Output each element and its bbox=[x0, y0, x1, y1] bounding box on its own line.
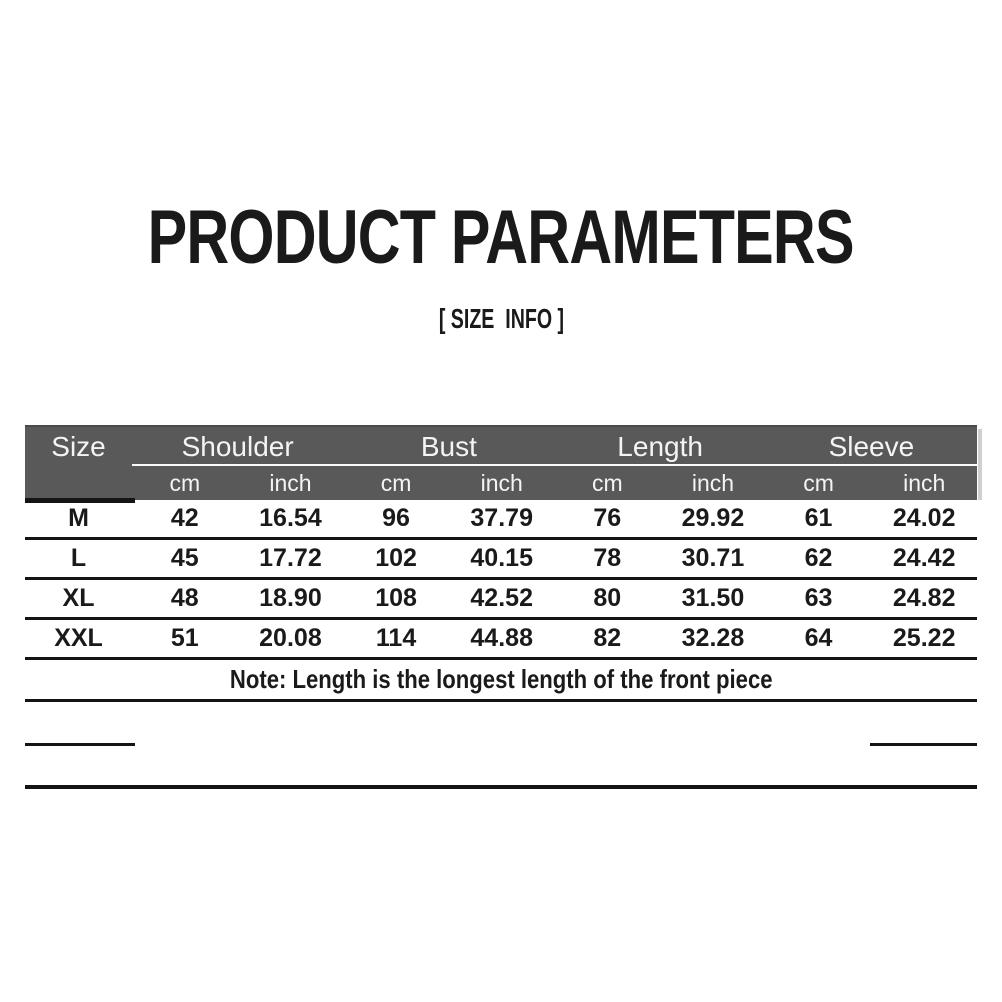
unit-header-cell: inch bbox=[269, 469, 312, 496]
table-cell: 40.15 bbox=[470, 544, 533, 572]
table-cell: 48 bbox=[170, 584, 199, 612]
table-row-l bbox=[25, 540, 977, 580]
table-cell: 32.28 bbox=[681, 624, 745, 652]
note-row bbox=[25, 660, 977, 702]
page-title-text: PRODUCT PARAMETERS bbox=[147, 195, 855, 280]
table-cell: 80 bbox=[593, 584, 622, 612]
table-cell: 61 bbox=[804, 504, 833, 532]
table-cell: 29.92 bbox=[681, 504, 745, 532]
size-cell: M bbox=[68, 504, 89, 532]
table-cell: 82 bbox=[593, 624, 622, 652]
table-cell: 44.88 bbox=[470, 624, 533, 652]
table-cell: 18.90 bbox=[259, 584, 322, 612]
note-text: Note: Length is the longest length of the front piece bbox=[229, 664, 773, 694]
table-cell: 51 bbox=[170, 624, 199, 652]
table-cell: 108 bbox=[375, 584, 417, 612]
table-cell: 102 bbox=[375, 544, 417, 572]
bottom-rule bbox=[25, 785, 977, 789]
table-cell: 96 bbox=[382, 504, 410, 532]
unit-header-cell: inch bbox=[903, 469, 946, 496]
table-cell: 37.79 bbox=[470, 504, 533, 532]
unit-header-cell: inch bbox=[691, 469, 735, 496]
table-cell: 17.72 bbox=[259, 544, 322, 572]
table-cell: 20.08 bbox=[259, 624, 322, 652]
table-cell: 31.50 bbox=[681, 584, 745, 612]
table-cell: 24.82 bbox=[892, 584, 956, 612]
unit-header-row bbox=[25, 466, 977, 500]
table-cell: 62 bbox=[804, 544, 833, 572]
table-cell: 42 bbox=[170, 504, 199, 532]
table-cell: 78 bbox=[593, 544, 622, 572]
page-title bbox=[0, 195, 1002, 280]
col-group-shoulder: Shoulder bbox=[181, 430, 294, 462]
col-group-bust: Bust bbox=[420, 430, 477, 462]
partial-rule-left bbox=[25, 743, 135, 746]
group-header-row bbox=[25, 427, 977, 466]
col-group-length: Length bbox=[617, 430, 703, 462]
table-cell: 30.71 bbox=[681, 544, 745, 572]
table-cell: 76 bbox=[593, 504, 622, 532]
unit-header-cell: cm bbox=[591, 469, 623, 496]
size-table-header bbox=[25, 425, 977, 500]
size-info-heading-text: [ SIZE INFO ] bbox=[438, 303, 564, 334]
size-info-heading bbox=[0, 302, 1002, 336]
unit-header-cell: cm bbox=[803, 469, 834, 496]
size-cell: L bbox=[70, 544, 87, 572]
header-right-edge bbox=[978, 429, 982, 500]
size-column-underline bbox=[25, 498, 135, 503]
table-row-xl bbox=[25, 580, 977, 620]
unit-header-cell: inch bbox=[480, 469, 523, 496]
table-cell: 45 bbox=[170, 544, 199, 572]
table-cell: 24.42 bbox=[892, 544, 956, 572]
table-cell: 25.22 bbox=[892, 624, 956, 652]
unit-header-cell: cm bbox=[380, 469, 412, 496]
table-row-m bbox=[25, 500, 977, 540]
table-cell: 63 bbox=[804, 584, 833, 612]
table-cell: 16.54 bbox=[259, 504, 322, 532]
table-cell: 42.52 bbox=[470, 584, 533, 612]
partial-rule-right bbox=[870, 743, 977, 746]
size-cell: XXL bbox=[54, 624, 103, 652]
size-cell: XL bbox=[62, 584, 95, 612]
table-cell: 114 bbox=[375, 624, 417, 652]
col-header-size: Size bbox=[51, 430, 106, 462]
table-cell: 64 bbox=[804, 624, 833, 652]
size-table bbox=[25, 425, 977, 805]
header-divider-rule bbox=[132, 464, 977, 466]
table-cell: 24.02 bbox=[892, 504, 956, 532]
table-row-xxl bbox=[25, 620, 977, 660]
col-group-sleeve: Sleeve bbox=[828, 430, 915, 462]
unit-header-cell: cm bbox=[169, 469, 201, 496]
